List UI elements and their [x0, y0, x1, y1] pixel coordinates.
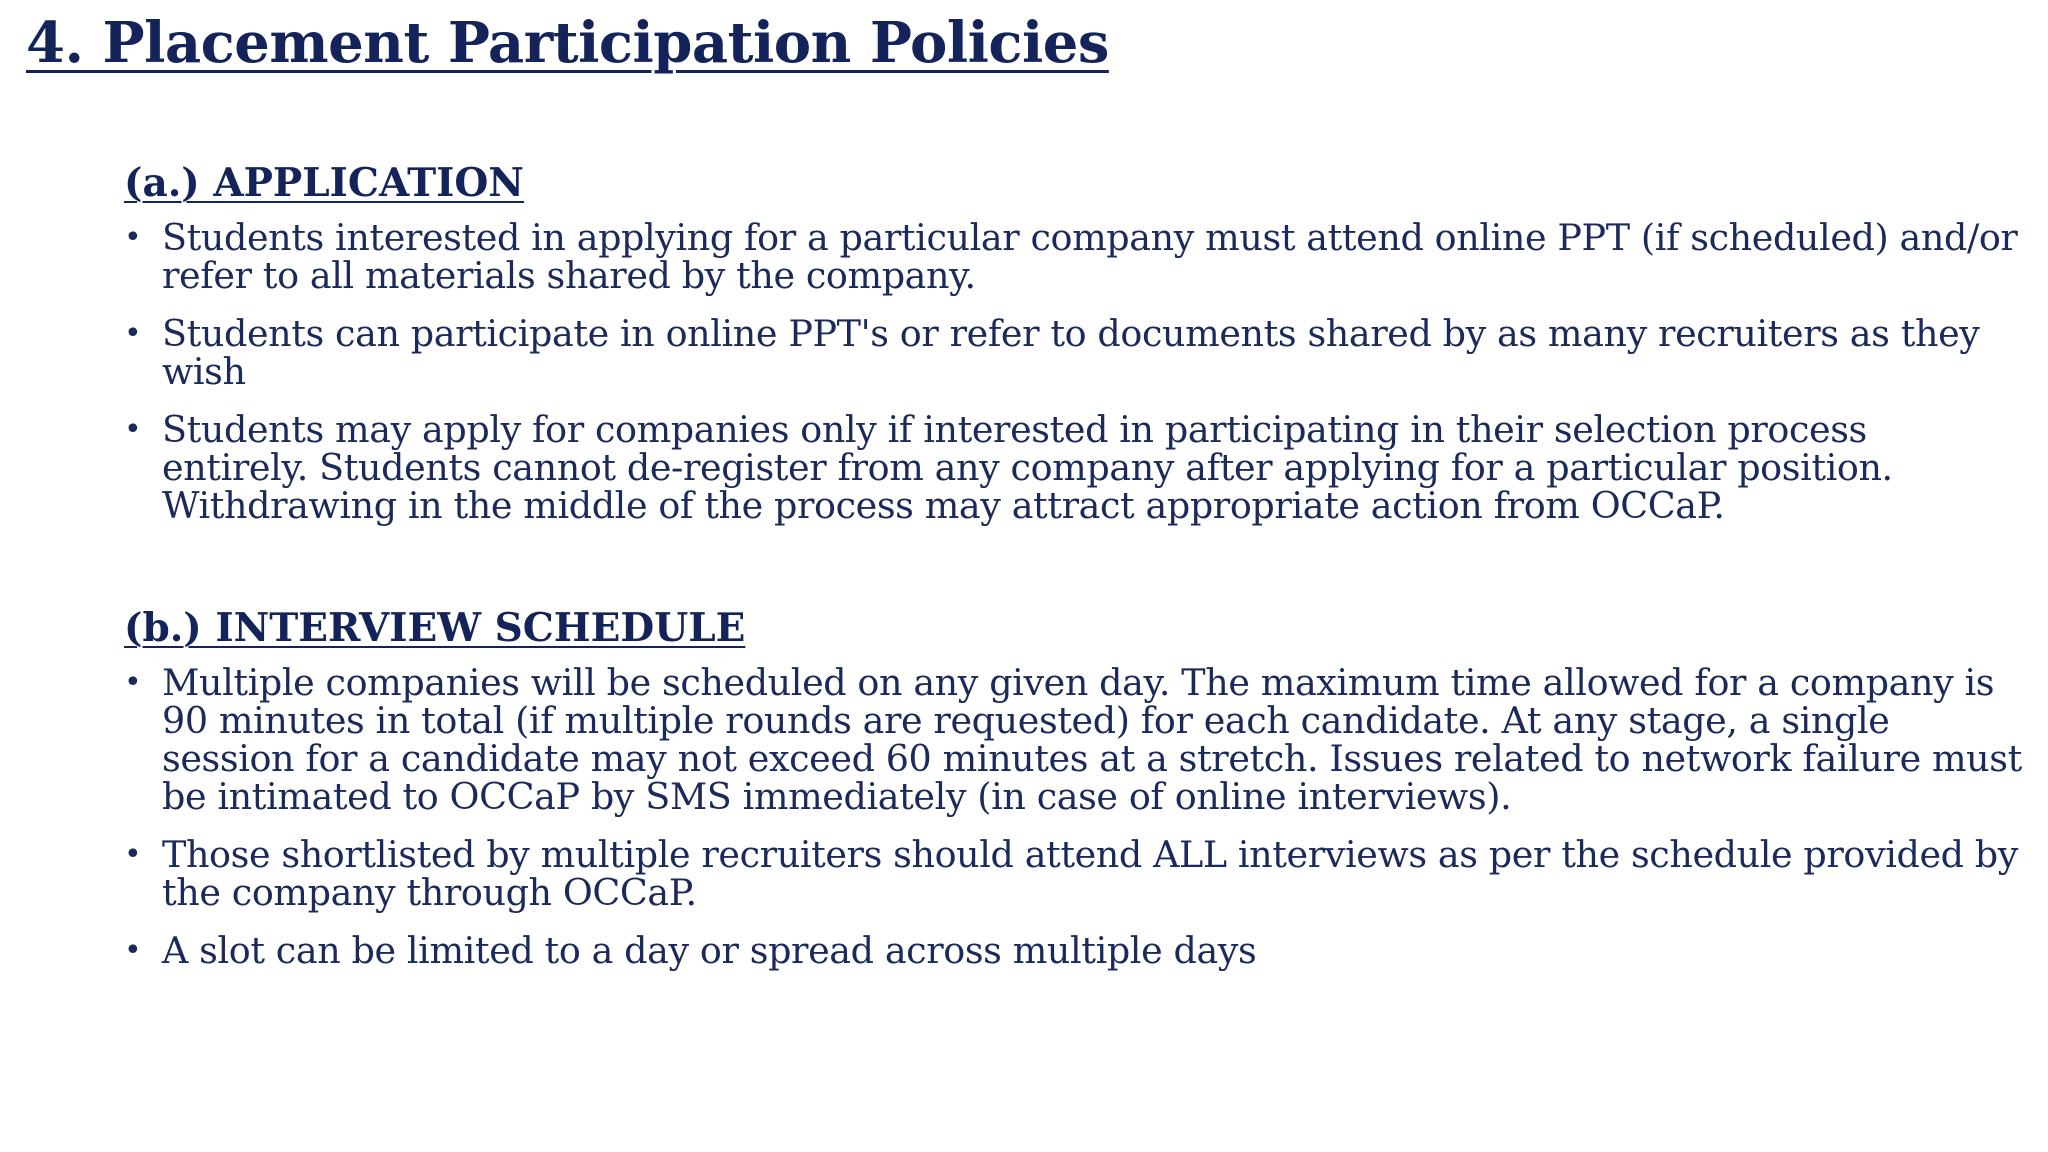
- section-interview-schedule: [124, 605, 2024, 990]
- application-bullet-list: [124, 215, 2024, 527]
- bullet-icon: •: [124, 932, 142, 968]
- section-heading-interview-schedule: (b.) INTERVIEW SCHEDULE: [124, 605, 746, 651]
- list-item: [124, 928, 2024, 972]
- list-item-text: Those shortlisted by multiple recruiters should attend ALL interviews as per the schedule provided by the company through OCCaP.: [162, 832, 2018, 914]
- list-item-text: Students interested in applying for a particular company must attend online PPT (if scheduled) and/or refer to all materials shared by the company.: [162, 215, 2018, 297]
- list-item-text: Students may apply for companies only if interested in participating in their selection process entirely. Students cannot de-register from any company after applying for a particular position. Withdrawing in the middle of the process may attract appropriate action from OCCaP.: [162, 407, 1893, 527]
- list-item-text: A slot can be limited to a day or spread across multiple days: [162, 928, 1257, 972]
- section-heading-application: (a.) APPLICATION: [124, 160, 524, 206]
- list-item: [124, 215, 2024, 297]
- list-item: [124, 311, 2024, 393]
- bullet-icon: •: [124, 219, 142, 255]
- bullet-icon: •: [124, 411, 142, 447]
- bullet-icon: •: [124, 836, 142, 872]
- list-item: [124, 407, 2024, 527]
- page-title: 4. Placement Participation Policies: [26, 10, 1109, 76]
- list-item-text: Multiple companies will be scheduled on any given day. The maximum time allowed for a company is 90 minutes in total (if multiple rounds are requested) for each candidate. At any stage, a single session for a candidate may not exceed 60 minutes at a stretch. Issues related to network failure must be intimated to OCCaP by SMS immediately (in case of online interviews).: [162, 660, 2022, 818]
- section-application: [124, 160, 2024, 545]
- interview-bullet-list: [124, 660, 2024, 972]
- list-item: [124, 832, 2024, 914]
- bullet-icon: •: [124, 664, 142, 700]
- list-item: [124, 660, 2024, 818]
- bullet-icon: •: [124, 315, 142, 351]
- list-item-text: Students can participate in online PPT's or refer to documents shared by as many recruiters as they wish: [162, 311, 1980, 393]
